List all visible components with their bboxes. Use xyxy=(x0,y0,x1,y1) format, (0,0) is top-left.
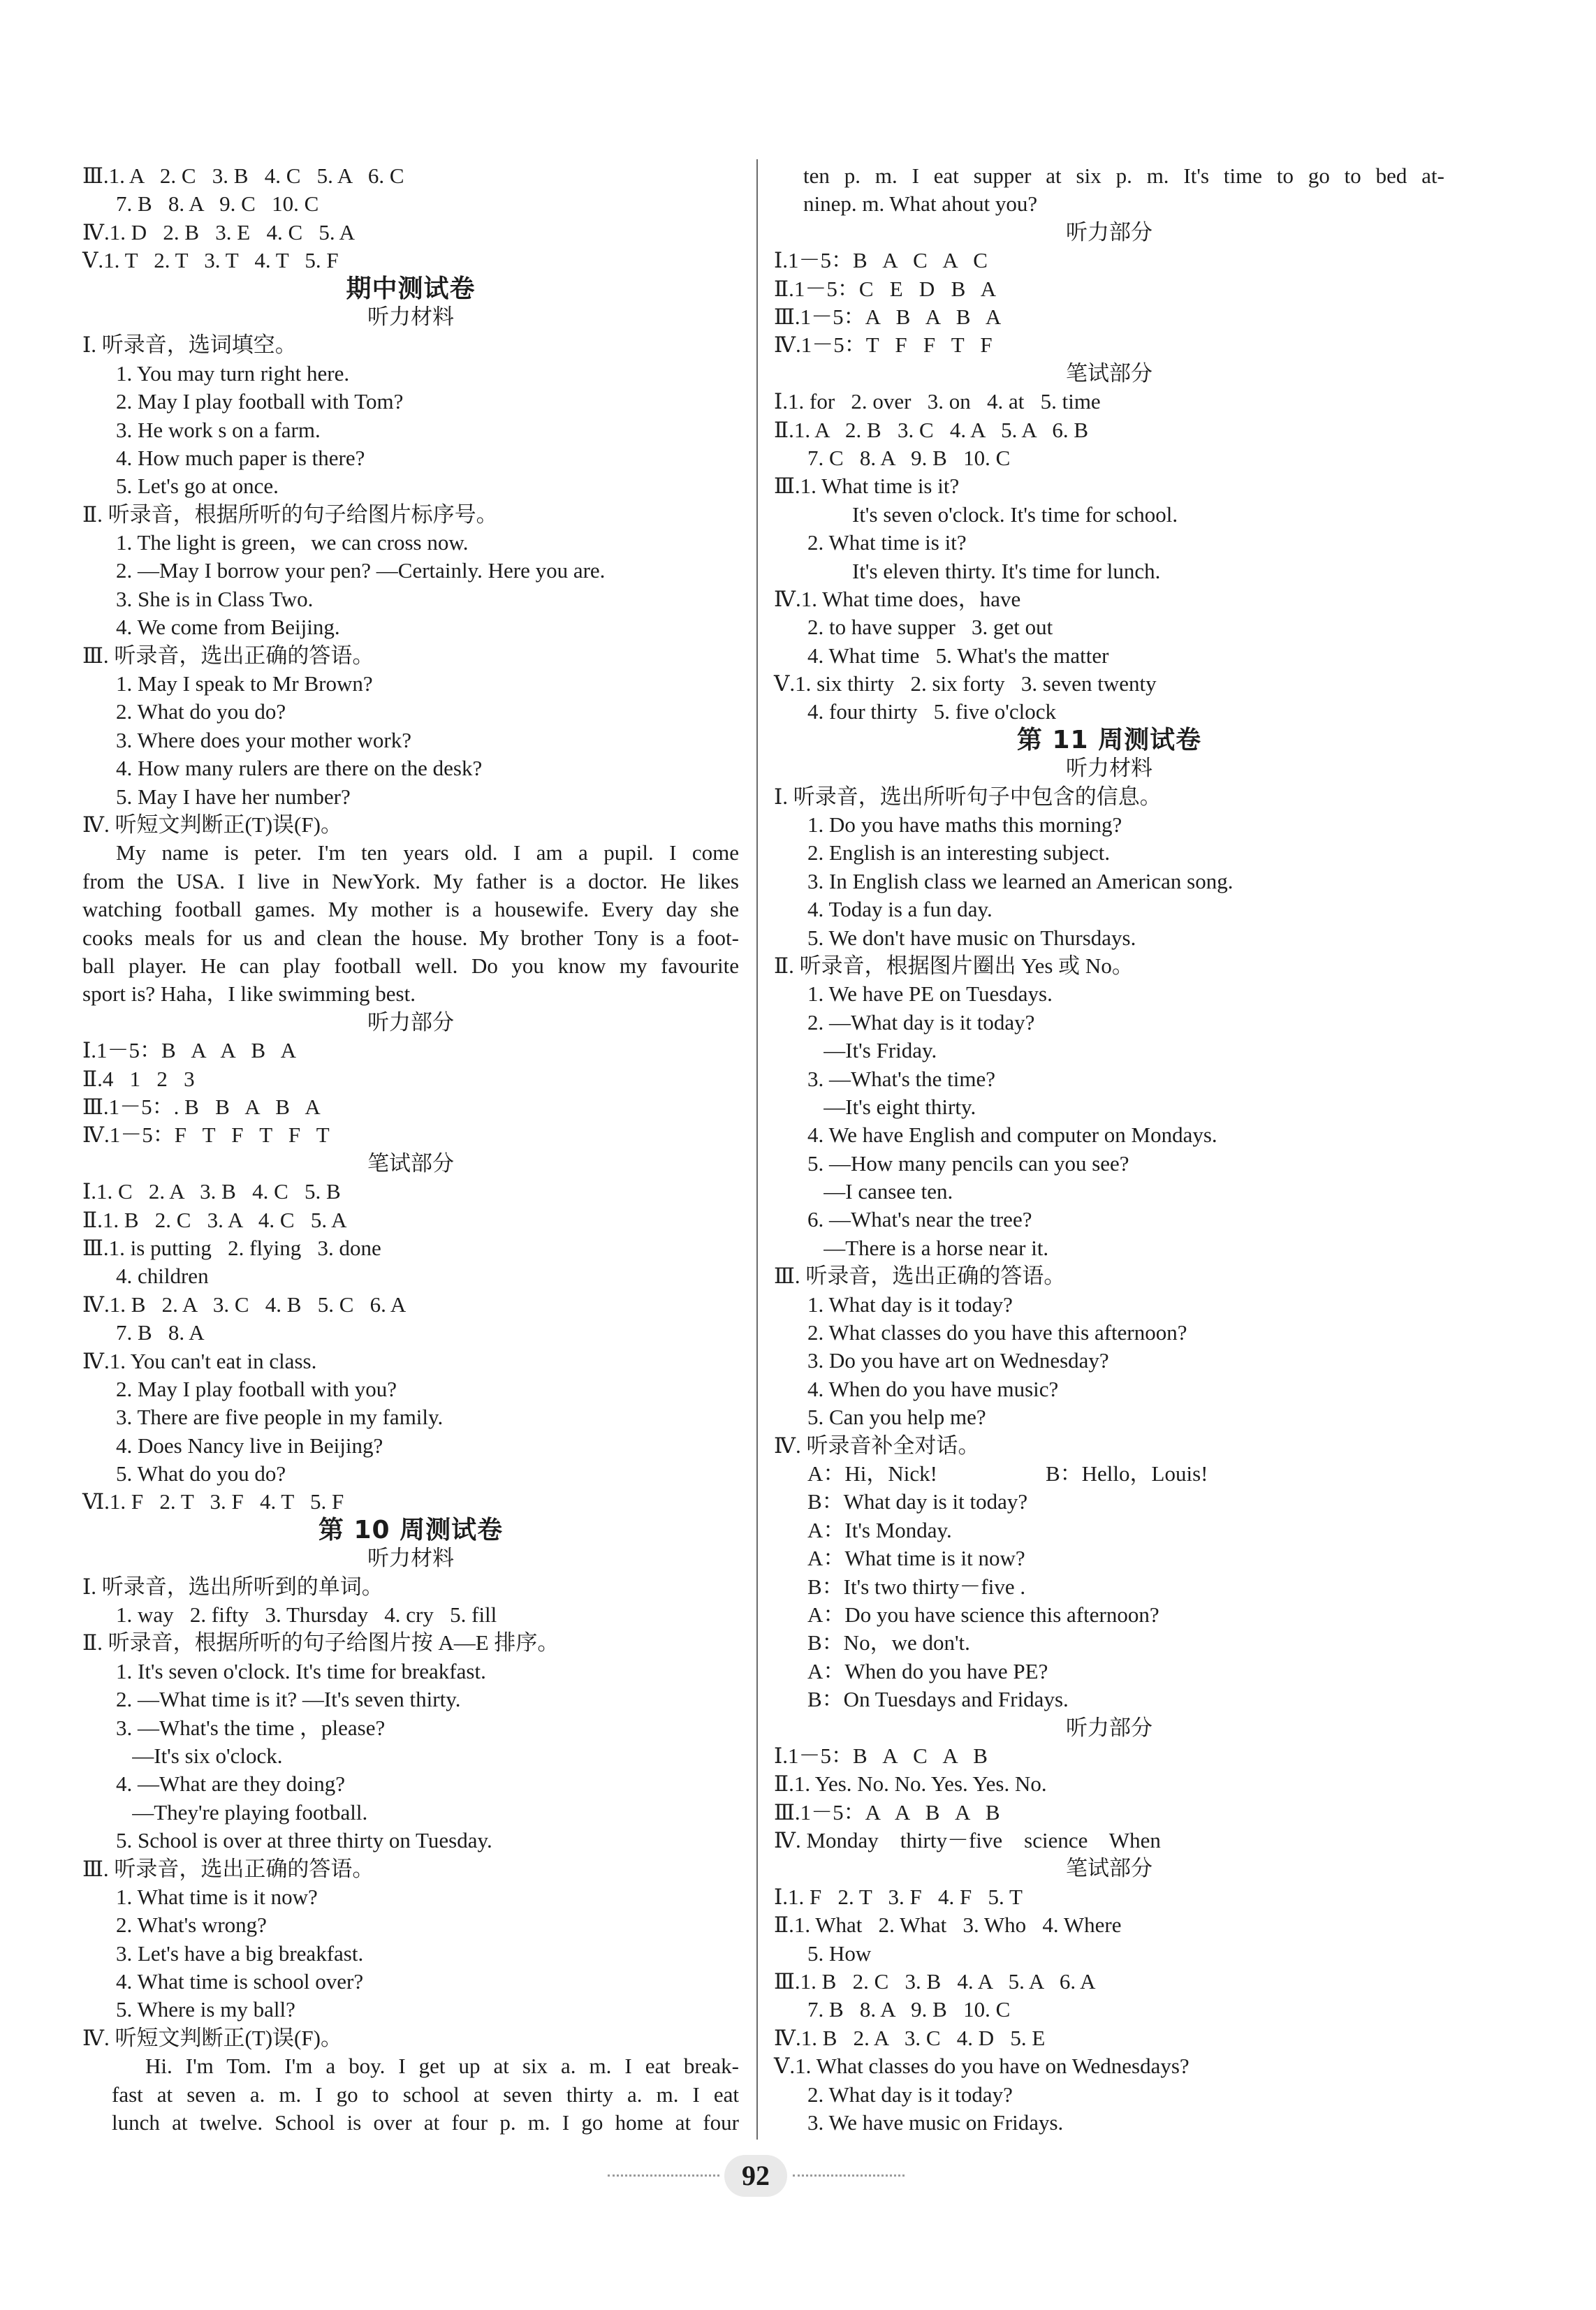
answer-line: 4. What time 5. What's the matter xyxy=(807,643,1109,668)
answer-line: 5. May I have her number? xyxy=(116,784,351,809)
section-subtitle: 听力材料 xyxy=(367,1546,454,1572)
answer-line: A：When do you have PE? xyxy=(807,1658,1048,1683)
answer-line: 5. Can you help me? xyxy=(807,1405,986,1430)
question-heading: Ⅵ.1. F 2. T 3. F 4. T 5. F xyxy=(82,1489,344,1514)
passage-line: cooks meals for us and clean the house. My brother Tony is a foot- xyxy=(82,925,739,950)
answer-line: —It's eight thirty. xyxy=(807,1094,976,1119)
question-heading: Ⅳ.1－5：T F F T F xyxy=(774,332,993,358)
answer-line: —I cansee ten. xyxy=(807,1179,953,1204)
question-heading: Ⅳ. 听短文判断正(T)误(F)。 xyxy=(82,812,342,837)
answer-line: 5. School is over at three thirty on Tuesday. xyxy=(116,1828,492,1853)
answer-line: B：On Tuesdays and Fridays. xyxy=(807,1687,1069,1712)
question-heading: Ⅰ. 听录音，选出所听句子中包含的信息。 xyxy=(774,784,1162,809)
answer-line: A：Do you have science this afternoon? xyxy=(807,1602,1159,1627)
question-heading: Ⅰ.1－5：B A C A B xyxy=(774,1743,988,1768)
section-subtitle: 笔试部分 xyxy=(1066,360,1152,386)
answer-line: 4. We come from Beijing. xyxy=(116,615,340,640)
question-heading: Ⅴ.1. T 2. T 3. T 4. T 5. F xyxy=(82,248,339,273)
column-divider xyxy=(756,159,758,2140)
answer-line: 1. We have PE on Tuesdays. xyxy=(807,981,1053,1007)
answer-line: 1. It's seven o'clock. It's time for breakfast. xyxy=(116,1658,486,1683)
answer-line: 3. Let's have a big breakfast. xyxy=(116,1940,364,1966)
answer-line: 3. Do you have art on Wednesday? xyxy=(807,1348,1109,1373)
answer-line: —There is a horse near it. xyxy=(807,1235,1049,1260)
footer-dotted-rule-left xyxy=(608,2174,719,2177)
passage-line: ninep. m. What ahout you? xyxy=(803,191,1038,217)
answer-line: B：What day is it today? xyxy=(807,1489,1028,1514)
question-heading: Ⅱ.1. B 2. C 3. A 4. C 5. A xyxy=(82,1207,347,1232)
answer-line: 3. There are five people in my family. xyxy=(116,1405,444,1430)
question-heading: Ⅴ.1. What classes do you have on Wednesdays? xyxy=(774,2054,1189,2079)
passage-line: Hi. I'm Tom. I'm a boy. I get up at six a. m. I eat break- xyxy=(145,2054,739,2079)
answer-line: 7. B 8. A 9. C 10. C xyxy=(116,191,319,217)
question-heading: Ⅰ.1－5：B A C A C xyxy=(774,248,988,273)
answer-line: 2. What time is it? xyxy=(807,530,967,555)
question-heading: Ⅱ.1. What 2. What 3. Who 4. Where xyxy=(774,1913,1122,1938)
answer-line: 4. How much paper is there? xyxy=(116,445,365,470)
question-heading: Ⅲ.1－5：. B B A B A xyxy=(82,1094,321,1119)
answer-line: 1. May I speak to Mr Brown? xyxy=(116,671,373,696)
section-subtitle: 听力部分 xyxy=(1066,219,1152,245)
question-heading: Ⅳ.1－5：F T F T F T xyxy=(82,1123,330,1148)
answer-line: 2. —What day is it today? xyxy=(807,1009,1035,1035)
question-heading: Ⅲ.1. B 2. C 3. B 4. A 5. A 6. A xyxy=(774,1969,1096,1994)
section-subtitle: 听力材料 xyxy=(367,304,454,330)
answer-line: 2. May I play football with you? xyxy=(116,1376,397,1401)
page-footer xyxy=(0,2155,1596,2197)
question-heading: Ⅳ.1. B 2. A 3. C 4. B 5. C 6. A xyxy=(82,1292,407,1317)
question-heading: Ⅰ.1. C 2. A 3. B 4. C 5. B xyxy=(82,1179,341,1204)
answer-line: A：Hi，Nick! B：Hello，Louis! xyxy=(807,1461,1208,1486)
answer-line: 2. What day is it today? xyxy=(807,2082,1013,2107)
answer-line: 4. Today is a fun day. xyxy=(807,897,993,922)
question-heading: Ⅳ. Monday thirty－five science When xyxy=(774,1828,1161,1853)
section-title: 第 10 周测试卷 xyxy=(318,1515,504,1544)
question-heading: Ⅳ. 听录音补全对话。 xyxy=(774,1433,980,1458)
answer-line: 2. English is an interesting subject. xyxy=(807,840,1111,865)
question-heading: Ⅰ. 听录音，选词填空。 xyxy=(82,332,297,358)
answer-line: 5. Let's go at once. xyxy=(116,474,279,499)
answer-line: 4. children xyxy=(116,1264,209,1289)
question-heading: Ⅲ.1－5：A A B A B xyxy=(774,1799,1000,1825)
question-heading: Ⅳ.1. D 2. B 3. E 4. C 5. A xyxy=(82,219,356,244)
passage-line: ten p. m. I eat supper at six p. m. It's time to go to bed at- xyxy=(803,163,1444,188)
answer-line: 4. How many rulers are there on the desk? xyxy=(116,756,483,781)
answer-line: 1. What time is it now? xyxy=(116,1884,318,1909)
answer-line: B：It's two thirty－five . xyxy=(807,1574,1026,1599)
answer-line: 3. She is in Class Two. xyxy=(116,586,314,611)
answer-line: 2. —What time is it? —It's seven thirty. xyxy=(116,1687,461,1712)
question-heading: Ⅲ. 听录音，选出正确的答语。 xyxy=(82,643,374,668)
answer-line: 5. How xyxy=(807,1940,872,1966)
passage-line: My name is peter. I'm ten years old. I am a pupil. I come xyxy=(116,840,739,865)
answer-line: 2. May I play football with Tom? xyxy=(116,389,404,414)
question-heading: Ⅱ.1. A 2. B 3. C 4. A 5. A 6. B xyxy=(774,417,1088,442)
passage-line: watching football games. My mother is a housewife. Every day she xyxy=(82,897,739,922)
question-heading: Ⅱ.1－5：C E D B A xyxy=(774,276,997,301)
answer-line: 1. The light is green，we can cross now. xyxy=(116,530,469,555)
question-heading: Ⅲ.1－5：A B A B A xyxy=(774,304,1002,329)
answer-line: 5. We don't have music on Thursdays. xyxy=(807,925,1136,950)
answer-line: A：What time is it now? xyxy=(807,1546,1025,1571)
answer-line: —It's Friday. xyxy=(807,1038,937,1063)
answer-line: 1. You may turn right here. xyxy=(116,360,350,386)
answer-line: 2. What classes do you have this afternoon? xyxy=(807,1320,1187,1345)
answer-line: 4. What time is school over? xyxy=(116,1969,364,1994)
answer-line: 4. We have English and computer on Mondays. xyxy=(807,1123,1217,1148)
section-subtitle: 听力部分 xyxy=(1066,1715,1152,1741)
section-subtitle: 听力部分 xyxy=(367,1009,454,1035)
answer-line: —It's six o'clock. xyxy=(116,1743,283,1768)
section-title: 第 11 周测试卷 xyxy=(1016,725,1202,754)
answer-line: 3. He work s on a farm. xyxy=(116,417,321,442)
passage-line: from the USA. I live in NewYork. My father is a doctor. He likes xyxy=(82,868,739,893)
answer-line: 3. —What's the time? xyxy=(807,1066,996,1091)
answer-line: 7. C 8. A 9. B 10. C xyxy=(807,445,1011,470)
answer-line: 1. What day is it today? xyxy=(807,1292,1013,1317)
left-column xyxy=(82,162,739,2137)
question-heading: Ⅴ.1. six thirty 2. six forty 3. seven twenty xyxy=(774,671,1157,696)
question-heading: Ⅳ.1. You can't eat in class. xyxy=(82,1348,317,1373)
answer-line: 3. We have music on Fridays. xyxy=(807,2110,1064,2135)
answer-line: 4. four thirty 5. five o'clock xyxy=(807,699,1056,724)
answer-line: 4. When do you have music? xyxy=(807,1376,1059,1401)
question-heading: Ⅱ.1. Yes. No. No. Yes. Yes. No. xyxy=(774,1771,1047,1797)
question-heading: Ⅰ. 听录音，选出所听到的单词。 xyxy=(82,1574,383,1599)
answer-line: 2. to have supper 3. get out xyxy=(807,615,1053,640)
answer-line: 6. —What's near the tree? xyxy=(807,1207,1032,1232)
page-number: 92 xyxy=(724,2155,787,2197)
answer-line: 4. —What are they doing? xyxy=(116,1771,345,1797)
passage-line: sport is? Haha，I like swimming best. xyxy=(82,981,416,1007)
answer-line: 3. Where does your mother work? xyxy=(116,727,411,752)
answer-line: —They're playing football. xyxy=(116,1799,368,1825)
answer-line: 5. What do you do? xyxy=(116,1461,286,1486)
question-heading: Ⅰ.1. F 2. T 3. F 4. F 5. T xyxy=(774,1884,1023,1909)
answer-line: 5. —How many pencils can you see? xyxy=(807,1150,1129,1176)
answer-line: 4. Does Nancy live in Beijing? xyxy=(116,1433,383,1458)
answer-line: 3. —What's the time ，please? xyxy=(116,1715,386,1740)
question-heading: Ⅲ.1. What time is it? xyxy=(774,474,960,499)
question-heading: Ⅰ.1－5：B A A B A xyxy=(82,1038,296,1063)
question-heading: Ⅲ. 听录音，选出正确的答语。 xyxy=(82,1856,374,1881)
footer-dotted-rule-right xyxy=(793,2174,905,2177)
question-heading: Ⅱ. 听录音，根据所听的句子给图片标序号。 xyxy=(82,502,498,527)
answer-line: 5. Where is my ball? xyxy=(116,1997,295,2022)
question-heading: Ⅱ.4 1 2 3 xyxy=(82,1066,195,1091)
question-heading: Ⅲ.1. A 2. C 3. B 4. C 5. A 6. C xyxy=(82,163,404,188)
answer-line: A：It's Monday. xyxy=(807,1517,952,1542)
answer-line: 7. B 8. A xyxy=(116,1320,205,1345)
answer-line: 7. B 8. A 9. B 10. C xyxy=(807,1997,1011,2022)
section-subtitle: 笔试部分 xyxy=(1066,1856,1152,1882)
passage-line: ball player. He can play football well. Do you know my favourite xyxy=(82,953,739,978)
answer-line: 2. What do you do? xyxy=(116,699,286,724)
answer-line: 2. —May I borrow your pen? —Certainly. Here you are. xyxy=(116,558,606,583)
passage-line: lunch at twelve. School is over at four p. m. I go home at four xyxy=(112,2110,739,2135)
question-heading: Ⅱ. 听录音，根据所听的句子给图片按 A—E 排序。 xyxy=(82,1630,559,1655)
question-heading: Ⅱ. 听录音，根据图片圈出 Yes 或 No。 xyxy=(774,953,1134,978)
answer-line: 2. What's wrong? xyxy=(116,1913,267,1938)
answer-line: It's eleven thirty. It's time for lunch. xyxy=(852,558,1161,583)
answer-line: It's seven o'clock. It's time for school. xyxy=(852,502,1178,527)
answer-line: 1. Do you have maths this morning? xyxy=(807,812,1122,838)
section-subtitle: 听力材料 xyxy=(1066,756,1152,782)
right-column xyxy=(774,162,1444,2137)
passage-line: fast at seven a. m. I go to school at seven thirty a. m. I eat xyxy=(112,2082,739,2107)
question-heading: Ⅰ.1. for 2. over 3. on 4. at 5. time xyxy=(774,389,1101,414)
answer-line: 3. In English class we learned an American song. xyxy=(807,868,1233,893)
question-heading: Ⅳ. 听短文判断正(T)误(F)。 xyxy=(82,2025,342,2050)
section-title: 期中测试卷 xyxy=(346,274,476,303)
question-heading: Ⅳ.1. What time does，have xyxy=(774,586,1021,611)
question-heading: Ⅲ. 听录音，选出正确的答语。 xyxy=(774,1264,1066,1289)
section-subtitle: 笔试部分 xyxy=(367,1150,454,1176)
question-heading: Ⅳ.1. B 2. A 3. C 4. D 5. E xyxy=(774,2025,1046,2050)
question-heading: Ⅲ.1. is putting 2. flying 3. done xyxy=(82,1235,381,1260)
answer-line: B：No，we don't. xyxy=(807,1630,970,1655)
answer-line: 1. way 2. fifty 3. Thursday 4. cry 5. fill xyxy=(116,1602,497,1628)
